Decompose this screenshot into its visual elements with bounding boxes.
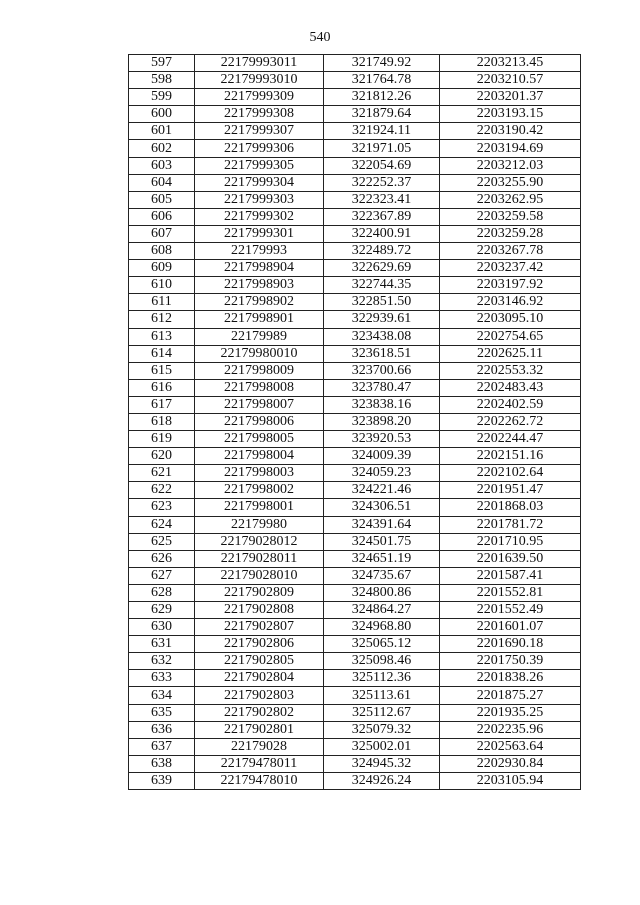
y-coordinate-cell: 2202262.72 [440, 413, 581, 430]
point-id-cell: 2217998004 [195, 448, 324, 465]
point-id-cell: 2217999307 [195, 123, 324, 140]
x-coordinate-cell: 325065.12 [324, 636, 440, 653]
table-row [129, 277, 581, 294]
x-coordinate-cell: 324221.46 [324, 482, 440, 499]
point-id-cell: 2217999304 [195, 174, 324, 191]
point-id-cell: 2217998006 [195, 413, 324, 430]
y-coordinate-cell: 2203193.15 [440, 106, 581, 123]
x-coordinate-cell: 322851.50 [324, 294, 440, 311]
x-coordinate-cell: 324391.64 [324, 516, 440, 533]
row-index-cell: 639 [129, 772, 195, 789]
x-coordinate-cell: 323780.47 [324, 379, 440, 396]
y-coordinate-cell: 2201639.50 [440, 550, 581, 567]
x-coordinate-cell: 324306.51 [324, 499, 440, 516]
y-coordinate-cell: 2201710.95 [440, 533, 581, 550]
point-id-cell: 2217902801 [195, 721, 324, 738]
x-coordinate-cell: 325112.67 [324, 704, 440, 721]
table-row [129, 516, 581, 533]
point-id-cell: 2217902806 [195, 636, 324, 653]
table-row [129, 704, 581, 721]
row-index-cell: 632 [129, 653, 195, 670]
row-index-cell: 614 [129, 345, 195, 362]
point-id-cell: 2217902808 [195, 602, 324, 619]
row-index-cell: 605 [129, 191, 195, 208]
point-id-cell: 2217998007 [195, 396, 324, 413]
point-id-cell: 2217999303 [195, 191, 324, 208]
point-id-cell: 2217998904 [195, 260, 324, 277]
point-id-cell: 2217998902 [195, 294, 324, 311]
y-coordinate-cell: 2202244.47 [440, 431, 581, 448]
table-row [129, 619, 581, 636]
table-row [129, 157, 581, 174]
row-index-cell: 631 [129, 636, 195, 653]
x-coordinate-cell: 324800.86 [324, 584, 440, 601]
point-id-cell: 2217902804 [195, 670, 324, 687]
point-id-cell: 2217998903 [195, 277, 324, 294]
y-coordinate-cell: 2201935.25 [440, 704, 581, 721]
table-row [129, 345, 581, 362]
x-coordinate-cell: 323438.08 [324, 328, 440, 345]
point-id-cell: 2217998901 [195, 311, 324, 328]
x-coordinate-cell: 324651.19 [324, 550, 440, 567]
x-coordinate-cell: 325079.32 [324, 721, 440, 738]
table-row [129, 636, 581, 653]
x-coordinate-cell: 325113.61 [324, 687, 440, 704]
row-index-cell: 600 [129, 106, 195, 123]
row-index-cell: 633 [129, 670, 195, 687]
x-coordinate-cell: 323700.66 [324, 362, 440, 379]
table-row [129, 225, 581, 242]
point-id-cell: 2217998001 [195, 499, 324, 516]
y-coordinate-cell: 2202151.16 [440, 448, 581, 465]
row-index-cell: 609 [129, 260, 195, 277]
y-coordinate-cell: 2202930.84 [440, 755, 581, 772]
table-row [129, 550, 581, 567]
y-coordinate-cell: 2203255.90 [440, 174, 581, 191]
table-row [129, 55, 581, 72]
row-index-cell: 611 [129, 294, 195, 311]
table-row [129, 687, 581, 704]
table-row [129, 311, 581, 328]
row-index-cell: 626 [129, 550, 195, 567]
row-index-cell: 625 [129, 533, 195, 550]
row-index-cell: 606 [129, 208, 195, 225]
row-index-cell: 602 [129, 140, 195, 157]
row-index-cell: 621 [129, 465, 195, 482]
x-coordinate-cell: 323898.20 [324, 413, 440, 430]
y-coordinate-cell: 2201690.18 [440, 636, 581, 653]
y-coordinate-cell: 2201951.47 [440, 482, 581, 499]
row-index-cell: 627 [129, 567, 195, 584]
row-index-cell: 612 [129, 311, 195, 328]
x-coordinate-cell: 323618.51 [324, 345, 440, 362]
table-row [129, 584, 581, 601]
x-coordinate-cell: 321764.78 [324, 72, 440, 89]
y-coordinate-cell: 2202754.65 [440, 328, 581, 345]
y-coordinate-cell: 2201552.49 [440, 602, 581, 619]
x-coordinate-cell: 321749.92 [324, 55, 440, 72]
table-row [129, 448, 581, 465]
y-coordinate-cell: 2203237.42 [440, 260, 581, 277]
row-index-cell: 615 [129, 362, 195, 379]
table-row [129, 499, 581, 516]
point-id-cell: 22179989 [195, 328, 324, 345]
x-coordinate-cell: 323838.16 [324, 396, 440, 413]
y-coordinate-cell: 2203194.69 [440, 140, 581, 157]
x-coordinate-cell: 321879.64 [324, 106, 440, 123]
x-coordinate-cell: 325112.36 [324, 670, 440, 687]
table-row [129, 260, 581, 277]
table-row [129, 328, 581, 345]
y-coordinate-cell: 2203259.58 [440, 208, 581, 225]
table-row [129, 396, 581, 413]
y-coordinate-cell: 2203190.42 [440, 123, 581, 140]
point-id-cell: 22179993011 [195, 55, 324, 72]
table-row [129, 123, 581, 140]
x-coordinate-cell: 322323.41 [324, 191, 440, 208]
y-coordinate-cell: 2201868.03 [440, 499, 581, 516]
table-row [129, 533, 581, 550]
point-id-cell: 2217998003 [195, 465, 324, 482]
x-coordinate-cell: 324968.80 [324, 619, 440, 636]
point-id-cell: 2217902807 [195, 619, 324, 636]
y-coordinate-cell: 2201750.39 [440, 653, 581, 670]
x-coordinate-cell: 322400.91 [324, 225, 440, 242]
table-row [129, 413, 581, 430]
y-coordinate-cell: 2203259.28 [440, 225, 581, 242]
y-coordinate-cell: 2203146.92 [440, 294, 581, 311]
table-row [129, 755, 581, 772]
table-row [129, 362, 581, 379]
y-coordinate-cell: 2201601.07 [440, 619, 581, 636]
table-row [129, 772, 581, 789]
y-coordinate-cell: 2202483.43 [440, 379, 581, 396]
row-index-cell: 619 [129, 431, 195, 448]
point-id-cell: 2217902805 [195, 653, 324, 670]
table-row [129, 294, 581, 311]
y-coordinate-cell: 2202402.59 [440, 396, 581, 413]
row-index-cell: 636 [129, 721, 195, 738]
table-row [129, 602, 581, 619]
y-coordinate-cell: 2203262.95 [440, 191, 581, 208]
x-coordinate-cell: 323920.53 [324, 431, 440, 448]
coordinates-table-body [129, 55, 581, 790]
x-coordinate-cell: 322252.37 [324, 174, 440, 191]
y-coordinate-cell: 2202563.64 [440, 738, 581, 755]
point-id-cell: 2217998005 [195, 431, 324, 448]
point-id-cell: 2217999309 [195, 89, 324, 106]
point-id-cell: 22179028010 [195, 567, 324, 584]
page-number: 540 [309, 30, 331, 45]
row-index-cell: 635 [129, 704, 195, 721]
x-coordinate-cell: 322744.35 [324, 277, 440, 294]
point-id-cell: 2217999306 [195, 140, 324, 157]
row-index-cell: 613 [129, 328, 195, 345]
table-row [129, 653, 581, 670]
y-coordinate-cell: 2201781.72 [440, 516, 581, 533]
x-coordinate-cell: 324501.75 [324, 533, 440, 550]
row-index-cell: 604 [129, 174, 195, 191]
row-index-cell: 610 [129, 277, 195, 294]
row-index-cell: 628 [129, 584, 195, 601]
table-row [129, 482, 581, 499]
row-index-cell: 616 [129, 379, 195, 396]
x-coordinate-cell: 324009.39 [324, 448, 440, 465]
point-id-cell: 2217902809 [195, 584, 324, 601]
point-id-cell: 2217902803 [195, 687, 324, 704]
row-index-cell: 599 [129, 89, 195, 106]
row-index-cell: 618 [129, 413, 195, 430]
x-coordinate-cell: 322367.89 [324, 208, 440, 225]
y-coordinate-cell: 2202102.64 [440, 465, 581, 482]
row-index-cell: 597 [129, 55, 195, 72]
row-index-cell: 620 [129, 448, 195, 465]
table-row [129, 465, 581, 482]
x-coordinate-cell: 324864.27 [324, 602, 440, 619]
point-id-cell: 22179478011 [195, 755, 324, 772]
x-coordinate-cell: 325002.01 [324, 738, 440, 755]
row-index-cell: 601 [129, 123, 195, 140]
row-index-cell: 608 [129, 243, 195, 260]
point-id-cell: 2217999301 [195, 225, 324, 242]
table-row [129, 72, 581, 89]
point-id-cell: 2217998002 [195, 482, 324, 499]
y-coordinate-cell: 2203213.45 [440, 55, 581, 72]
table-row [129, 431, 581, 448]
x-coordinate-cell: 324735.67 [324, 567, 440, 584]
y-coordinate-cell: 2203267.78 [440, 243, 581, 260]
x-coordinate-cell: 324945.32 [324, 755, 440, 772]
row-index-cell: 638 [129, 755, 195, 772]
x-coordinate-cell: 324926.24 [324, 772, 440, 789]
y-coordinate-cell: 2203212.03 [440, 157, 581, 174]
y-coordinate-cell: 2202625.11 [440, 345, 581, 362]
row-index-cell: 629 [129, 602, 195, 619]
point-id-cell: 22179993010 [195, 72, 324, 89]
x-coordinate-cell: 322939.61 [324, 311, 440, 328]
table-row [129, 670, 581, 687]
row-index-cell: 607 [129, 225, 195, 242]
y-coordinate-cell: 2202553.32 [440, 362, 581, 379]
point-id-cell: 22179028011 [195, 550, 324, 567]
coordinates-table [128, 54, 581, 790]
y-coordinate-cell: 2203201.37 [440, 89, 581, 106]
table-row [129, 191, 581, 208]
y-coordinate-cell: 2203210.57 [440, 72, 581, 89]
point-id-cell: 22179993 [195, 243, 324, 260]
y-coordinate-cell: 2203197.92 [440, 277, 581, 294]
table-row [129, 208, 581, 225]
x-coordinate-cell: 324059.23 [324, 465, 440, 482]
x-coordinate-cell: 322489.72 [324, 243, 440, 260]
row-index-cell: 617 [129, 396, 195, 413]
point-id-cell: 22179980010 [195, 345, 324, 362]
x-coordinate-cell: 322054.69 [324, 157, 440, 174]
point-id-cell: 2217998008 [195, 379, 324, 396]
y-coordinate-cell: 2201587.41 [440, 567, 581, 584]
y-coordinate-cell: 2203105.94 [440, 772, 581, 789]
table-row [129, 140, 581, 157]
point-id-cell: 22179028012 [195, 533, 324, 550]
point-id-cell: 22179028 [195, 738, 324, 755]
table-row [129, 721, 581, 738]
row-index-cell: 598 [129, 72, 195, 89]
y-coordinate-cell: 2203095.10 [440, 311, 581, 328]
x-coordinate-cell: 321812.26 [324, 89, 440, 106]
row-index-cell: 624 [129, 516, 195, 533]
point-id-cell: 2217998009 [195, 362, 324, 379]
table-row [129, 738, 581, 755]
point-id-cell: 2217999308 [195, 106, 324, 123]
point-id-cell: 2217902802 [195, 704, 324, 721]
row-index-cell: 634 [129, 687, 195, 704]
y-coordinate-cell: 2201552.81 [440, 584, 581, 601]
table-row [129, 567, 581, 584]
point-id-cell: 22179980 [195, 516, 324, 533]
table-row [129, 243, 581, 260]
x-coordinate-cell: 321924.11 [324, 123, 440, 140]
x-coordinate-cell: 322629.69 [324, 260, 440, 277]
table-row [129, 89, 581, 106]
table-row [129, 106, 581, 123]
point-id-cell: 2217999305 [195, 157, 324, 174]
table-row [129, 379, 581, 396]
row-index-cell: 623 [129, 499, 195, 516]
point-id-cell: 22179478010 [195, 772, 324, 789]
row-index-cell: 630 [129, 619, 195, 636]
row-index-cell: 637 [129, 738, 195, 755]
point-id-cell: 2217999302 [195, 208, 324, 225]
row-index-cell: 603 [129, 157, 195, 174]
y-coordinate-cell: 2201875.27 [440, 687, 581, 704]
row-index-cell: 622 [129, 482, 195, 499]
x-coordinate-cell: 325098.46 [324, 653, 440, 670]
y-coordinate-cell: 2201838.26 [440, 670, 581, 687]
y-coordinate-cell: 2202235.96 [440, 721, 581, 738]
x-coordinate-cell: 321971.05 [324, 140, 440, 157]
table-row [129, 174, 581, 191]
